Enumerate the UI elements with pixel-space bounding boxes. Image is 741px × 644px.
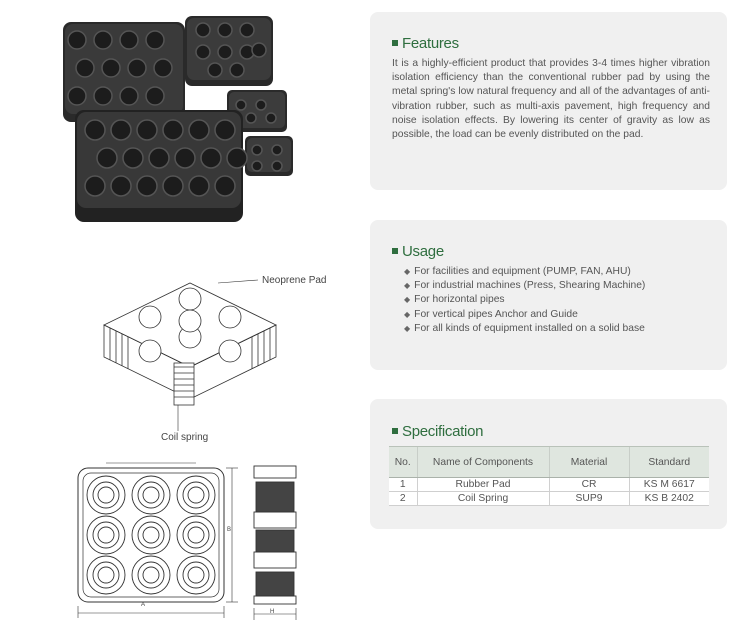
hole-shape (179, 288, 201, 310)
hole-shape (188, 567, 204, 583)
hole-shape (272, 161, 282, 171)
hole-shape (196, 45, 210, 59)
hole-shape (98, 487, 114, 503)
features-title-text: Features (402, 35, 459, 52)
hole-shape (215, 176, 235, 196)
hole-shape (137, 120, 157, 140)
spec-title-text: Specification (402, 423, 484, 440)
hole-shape (93, 562, 119, 588)
hole-shape (163, 176, 183, 196)
product-photo (55, 10, 295, 225)
hole-shape (218, 45, 232, 59)
cell-name: Coil Spring (417, 492, 549, 506)
hole-shape (85, 120, 105, 140)
neoprene-pad-label: Neoprene Pad (262, 275, 327, 286)
diamond-bullet-icon: ◆ (404, 281, 411, 291)
header-standard: Standard (629, 447, 709, 478)
side-view-drawing (240, 460, 300, 625)
hole-shape (143, 567, 159, 583)
hole-shape (97, 148, 117, 168)
bullet-square-icon (392, 428, 398, 434)
hole-shape (219, 306, 241, 328)
cell-no: 1 (389, 478, 417, 492)
diamond-bullet-icon: ◆ (404, 295, 411, 305)
hole-shape (146, 87, 164, 105)
hole-shape (189, 176, 209, 196)
header-no: No. (389, 447, 417, 478)
hole-shape (163, 120, 183, 140)
hole-shape (98, 527, 114, 543)
features-panel (370, 12, 727, 190)
usage-item: ◆ For horizontal pipes (404, 294, 505, 306)
hole-shape (189, 120, 209, 140)
usage-title (392, 243, 444, 260)
cell-no: 2 (389, 492, 417, 506)
bullet-square-icon (392, 40, 398, 46)
hole-shape (143, 527, 159, 543)
header-material: Material (549, 447, 629, 478)
spec-table (389, 446, 709, 506)
usage-item: ◆ For facilities and equipment (PUMP, FAN, AHU) (404, 266, 631, 277)
hole-shape (76, 59, 94, 77)
hole-shape (230, 63, 244, 77)
hole-shape (252, 161, 262, 171)
usage-panel (370, 220, 727, 370)
hole-shape (93, 482, 119, 508)
hole-shape (138, 482, 164, 508)
hole-shape (183, 482, 209, 508)
hole-shape (111, 120, 131, 140)
hole-shape (175, 148, 195, 168)
hole-shape (120, 87, 138, 105)
hole-shape (252, 145, 262, 155)
hole-shape (256, 100, 266, 110)
hole-shape (68, 31, 86, 49)
hole-shape (149, 148, 169, 168)
hole-shape (102, 59, 120, 77)
specification-panel (370, 399, 727, 529)
features-body: It is a highly-efficient product that provides 3-4 times higher vibration isolation efficiency than the conventional rubber pad by using the metal spring's low natural frequency and all of the advantages of anti-vibration rubber, such as multi-axis pavement, high frequency and noise isolation effects. By lowering its center of gravity as low as possible, the load can be evenly distributed on the pad. (392, 58, 710, 141)
hole-shape (188, 527, 204, 543)
features-title (392, 35, 459, 52)
hole-shape (98, 567, 114, 583)
hole-shape (218, 23, 232, 37)
cell-material: CR (549, 478, 629, 492)
hole-shape (227, 148, 247, 168)
usage-list (404, 265, 645, 336)
hole-shape (85, 176, 105, 196)
hole-shape (111, 176, 131, 196)
usage-item: ◆ For all kinds of equipment installed on a solid base (404, 322, 645, 334)
coil-leader-line (175, 405, 181, 431)
hole-shape (236, 100, 246, 110)
hole-shape (252, 43, 266, 57)
diamond-bullet-icon: ◆ (404, 323, 411, 333)
header-name: Name of Components (417, 447, 549, 478)
hole-shape (138, 522, 164, 548)
hole-shape (179, 310, 201, 332)
diamond-bullet-icon: ◆ (404, 267, 411, 276)
hole-shape (138, 562, 164, 588)
hole-shape (246, 113, 256, 123)
hole-shape (146, 31, 164, 49)
dimension-h-label: H (270, 609, 275, 615)
hole-shape (272, 145, 282, 155)
table-row (389, 478, 709, 492)
dimension-a-label: A (141, 602, 146, 608)
dimension-b-label: B (227, 527, 232, 533)
hole-shape (240, 23, 254, 37)
hole-shape (215, 120, 235, 140)
hole-shape (139, 306, 161, 328)
hole-shape (120, 31, 138, 49)
hole-shape (183, 522, 209, 548)
rubber-pad-small-bottom (245, 136, 293, 176)
cell-standard: KS M 6617 (629, 478, 709, 492)
cutaway-diagram (90, 265, 290, 415)
hole-shape (183, 562, 209, 588)
usage-item: ◆ For vertical pipes Anchor and Guide (404, 308, 578, 320)
usage-item: ◆ For industrial machines (Press, Shearing Machine) (404, 280, 646, 292)
hole-shape (123, 148, 143, 168)
table-row (389, 492, 709, 506)
cell-name: Rubber Pad (417, 478, 549, 492)
hole-shape (68, 87, 86, 105)
plan-view-drawing (66, 458, 241, 628)
hole-shape (143, 487, 159, 503)
hole-shape (139, 340, 161, 362)
hole-shape (266, 113, 276, 123)
coil-spring-label: Coil spring (161, 432, 209, 443)
hole-shape (93, 522, 119, 548)
table-header-row (389, 447, 709, 478)
hole-shape (201, 148, 221, 168)
spec-title (392, 423, 483, 440)
hole-shape (128, 59, 146, 77)
bullet-square-icon (392, 248, 398, 254)
hole-shape (94, 87, 112, 105)
hole-shape (188, 487, 204, 503)
hole-shape (208, 63, 222, 77)
cell-standard: KS B 2402 (629, 492, 709, 506)
hole-shape (137, 176, 157, 196)
hole-shape (219, 340, 241, 362)
cell-material: SUP9 (549, 492, 629, 506)
hole-shape (94, 31, 112, 49)
usage-title-text: Usage (402, 243, 444, 260)
hole-shape (154, 59, 172, 77)
hole-shape (196, 23, 210, 37)
diamond-bullet-icon: ◆ (404, 309, 411, 319)
